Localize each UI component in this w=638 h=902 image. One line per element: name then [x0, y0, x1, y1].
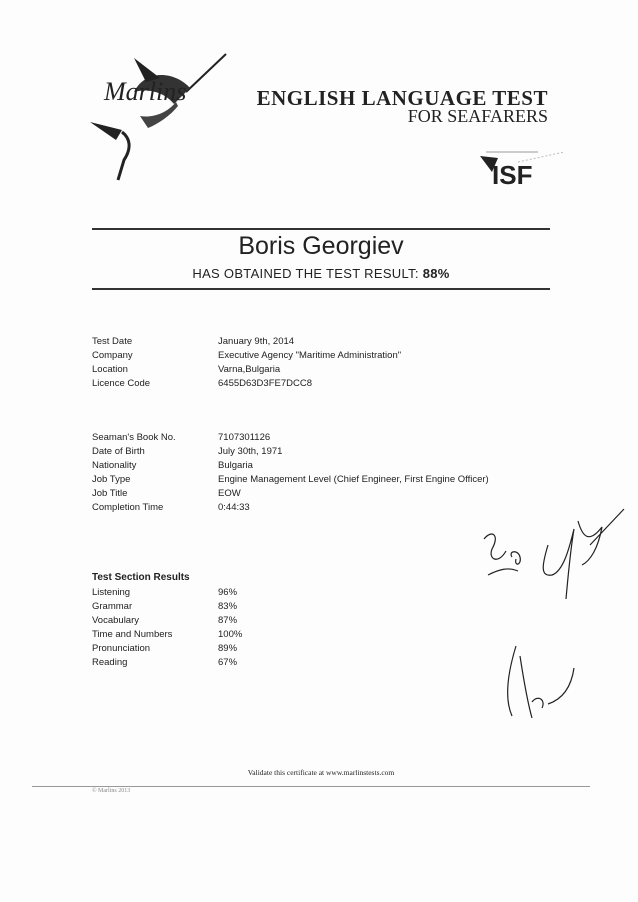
isf-logo-icon	[478, 148, 568, 188]
isf-text: ISF	[492, 160, 533, 188]
detail-row: Test Date January 9th, 2014	[92, 336, 295, 347]
personal-row: Job Title EOW	[92, 488, 241, 499]
marlins-logo-icon	[86, 52, 236, 182]
section-row: Reading 67%	[92, 657, 238, 668]
top-rule	[92, 228, 550, 230]
personal-row: Nationality Bulgaria	[92, 460, 253, 471]
section-results-title: Test Section Results	[92, 572, 190, 583]
certificate-subtitle: FOR SEAFARERS	[407, 106, 548, 126]
personal-row: Job Type Engine Management Level (Chief Engineer, First Engine Officer)	[92, 474, 489, 485]
detail-row: Company Executive Agency "Maritime Administration"	[92, 350, 402, 361]
section-row: Pronunciation 89%	[92, 643, 238, 654]
personal-row: Completion Time 0:44:33	[92, 502, 250, 513]
certificate-title: ENGLISH LANGUAGE TEST	[256, 86, 548, 110]
footer-rule	[32, 786, 590, 787]
section-row: Time and Numbers 100%	[92, 629, 243, 640]
detail-row: Licence Code 6455D63D3FE7DCC8	[92, 378, 312, 389]
section-row: Vocabulary 87%	[92, 615, 238, 626]
personal-row: Seaman's Book No. 7107301126	[92, 432, 271, 443]
detail-row: Location Varna,Bulgaria	[92, 364, 281, 375]
copyright: © Marlins 2013	[92, 788, 131, 794]
personal-row: Date of Birth July 30th, 1971	[92, 446, 283, 457]
result-line	[92, 266, 550, 281]
section-row: Grammar 83%	[92, 601, 238, 612]
signature-icon	[494, 642, 584, 722]
bottom-rule	[92, 288, 550, 290]
signature-icon	[478, 505, 628, 615]
section-row: Listening 96%	[92, 587, 238, 598]
candidate-name: Boris Georgiev	[238, 232, 404, 260]
validation-note: Validate this certificate at www.marlinstests.com	[247, 768, 395, 777]
result-prefix: HAS OBTAINED THE TEST RESULT:	[192, 266, 419, 281]
result-score: 88%	[422, 266, 450, 281]
brand-text: Marlins	[104, 77, 187, 106]
